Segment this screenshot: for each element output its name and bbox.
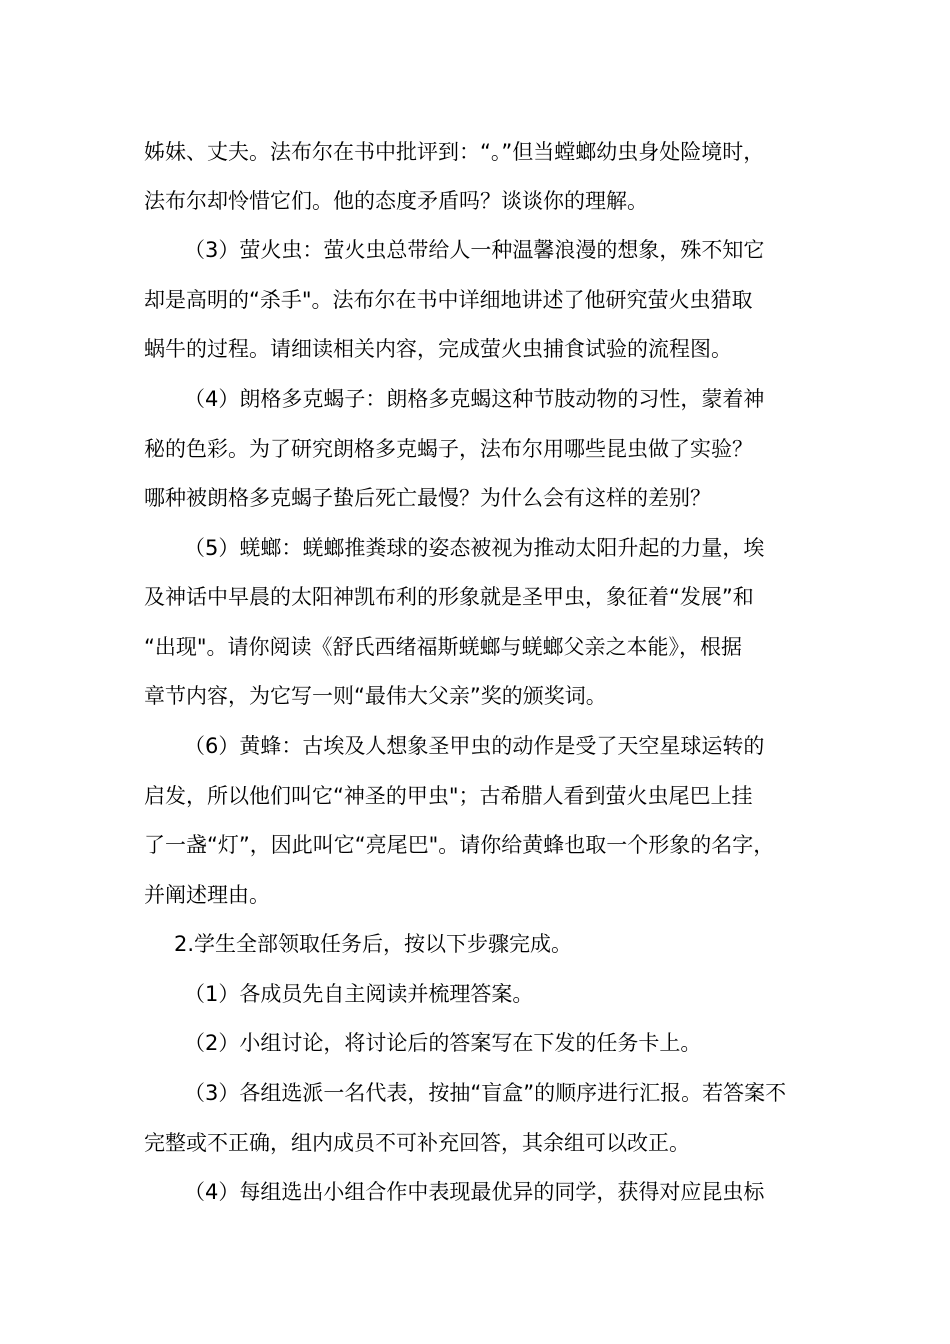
text-line: 启发，所以他们叫它“神圣的甲虫"；古希腊人看到萤火虫尾巴上挂 [144, 784, 753, 808]
text-line: 却是高明的“杀手"。法布尔在书中详细地讲述了他研究萤火虫猎取 [144, 288, 753, 312]
text-line: 哪种被朗格多克蝎子蛰后死亡最慢？为什么会有这样的差别？ [144, 486, 711, 510]
text-line: 并阐述理由。 [144, 883, 270, 907]
text-line: （6）黄蜂：古埃及人想象圣甲虫的动作是受了天空星球运转的 [184, 734, 765, 758]
text-line: （5）蜣螂：蜣螂推粪球的姿态被视为推动太阳升起的力量，埃 [184, 536, 765, 560]
text-line: 姊妹、丈夫。法布尔在书中批评到：“。”但当螳螂幼虫身处险境时， [144, 140, 765, 164]
text-line: 了一盏“灯”，因此叫它“亮尾巴"。请你给黄蜂也取一个形象的名字， [144, 833, 775, 857]
text-line: 完整或不正确，组内成员不可补充回答，其余组可以改正。 [144, 1131, 690, 1155]
text-line: 法布尔却怜惜它们。他的态度矛盾吗？谈谈你的理解。 [144, 189, 648, 213]
text-line: （4）朗格多克蝎子：朗格多克蝎这种节肢动物的习性，蒙着神 [184, 387, 765, 411]
text-line: 及神话中早晨的太阳神凯布利的形象就是圣甲虫，象征着“发展”和 [144, 585, 754, 609]
text-line: “出现"。请你阅读《舒氏西绪福斯蜣螂与蜣螂父亲之本能》，根据 [144, 635, 743, 659]
text-line: （2）小组讨论，将讨论后的答案写在下发的任务卡上。 [184, 1031, 702, 1055]
text-line: 秘的色彩。为了研究朗格多克蝎子，法布尔用哪些昆虫做了实验？ [144, 437, 753, 461]
text-line: （3）各组选派一名代表，按抽“盲盒”的顺序进行汇报。若答案不 [184, 1081, 787, 1105]
text-line: （3）萤火虫：萤火虫总带给人一种温馨浪漫的想象，殊不知它 [184, 238, 765, 262]
text-line: 章节内容，为它写一则“最伟大父亲”奖的颁奖词。 [144, 684, 607, 708]
text-line: （4）每组选出小组合作中表现最优异的同学，获得对应昆虫标 [184, 1180, 765, 1204]
text-line: 蜗牛的过程。请细读相关内容，完成萤火虫捕食试验的流程图。 [144, 337, 732, 361]
text-line: 2.学生全部领取任务后，按以下步骤完成。 [174, 932, 573, 956]
text-line: （1）各成员先自主阅读并梳理答案。 [184, 982, 534, 1006]
